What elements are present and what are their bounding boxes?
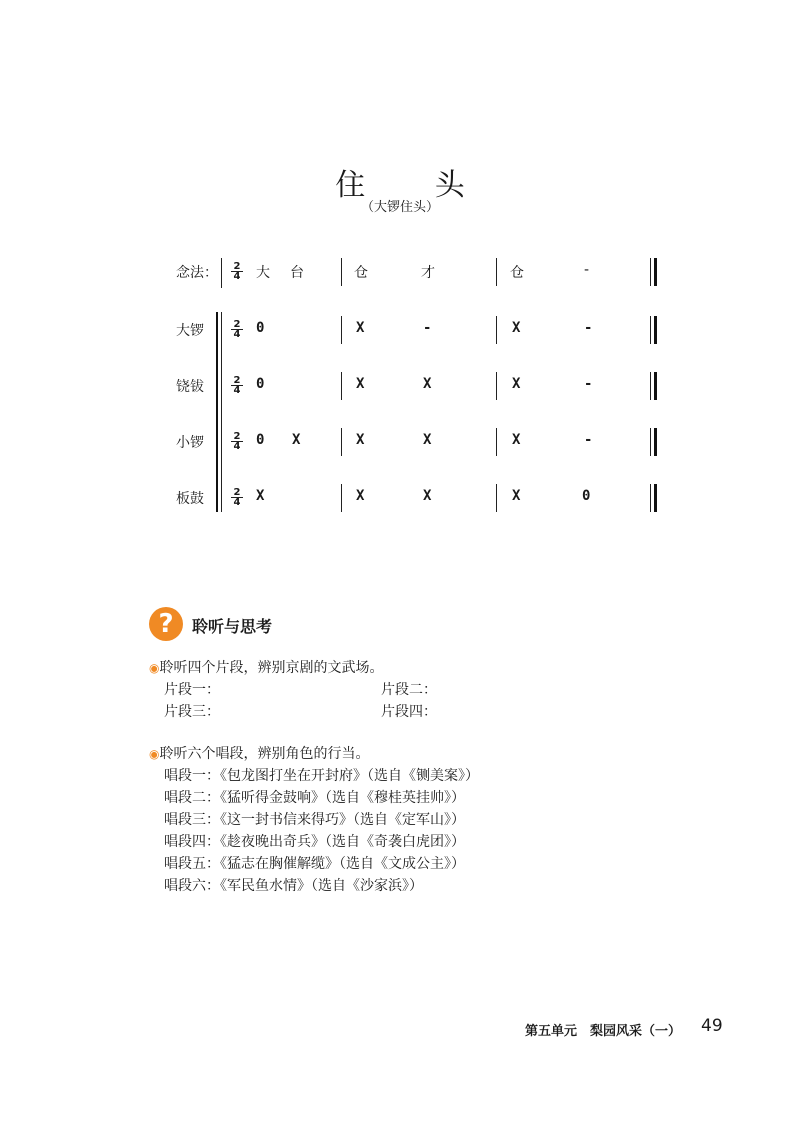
question-2 — [149, 743, 369, 763]
page-subtitle: （大锣住头） — [360, 200, 439, 215]
final-barline-thick — [654, 258, 657, 286]
section-title: 聆听与思考 — [192, 617, 273, 636]
final-barline-thick — [654, 428, 657, 456]
row-label-drum: 板鼓 — [176, 491, 204, 507]
recitation-left-line — [221, 258, 222, 288]
page-number: 49 — [701, 1016, 723, 1036]
note: X — [356, 488, 365, 504]
question-prompt: 聆听四个片段，辨别京剧的文武场。 — [159, 660, 384, 676]
barline — [496, 372, 497, 400]
page-title: 住 头 — [335, 168, 495, 203]
time-signature: $\frac{2}{4}$ — [231, 320, 243, 339]
question-icon: ? — [149, 607, 183, 641]
note: X — [256, 488, 265, 504]
bullet-icon: ◉ — [149, 747, 160, 761]
time-signature: $\frac{2}{4}$ — [231, 262, 243, 281]
note: X — [423, 432, 432, 448]
answer-item: 片段二： — [381, 682, 437, 698]
final-barline-thin — [650, 316, 651, 344]
final-barline-thick — [654, 372, 657, 400]
barline — [341, 258, 342, 286]
syllable: 仓 — [510, 265, 524, 281]
barline — [496, 258, 497, 286]
note: X — [423, 376, 432, 392]
barline — [341, 316, 342, 344]
note: 0 — [256, 320, 265, 336]
time-signature: $\frac{2}{4}$ — [231, 432, 243, 451]
final-barline-thin — [650, 372, 651, 400]
note: 0 — [256, 376, 265, 392]
row-label-recitation: 念法： — [176, 265, 218, 281]
row-label-small-gong: 小锣 — [176, 435, 204, 451]
time-signature: $\frac{2}{4}$ — [231, 376, 243, 395]
note: X — [356, 376, 365, 392]
note: - — [584, 320, 593, 336]
note: X — [512, 376, 521, 392]
row-label-big-gong: 大锣 — [176, 323, 204, 339]
bullet-icon: ◉ — [149, 661, 160, 675]
note: - — [423, 320, 432, 336]
list-item: 唱段六：《军民鱼水情》（选自《沙家浜》） — [164, 878, 423, 894]
note: X — [356, 320, 365, 336]
list-item: 唱段四：《趁夜晚出奇兵》（选自《奇袭白虎团》） — [164, 834, 465, 850]
answer-item: 片段一： — [164, 682, 220, 698]
group-bracket — [216, 312, 218, 512]
answer-item: 片段三： — [164, 704, 220, 720]
final-barline-thin — [650, 258, 651, 286]
barline — [496, 428, 497, 456]
note: X — [423, 488, 432, 504]
barline — [496, 316, 497, 344]
syllable: 仓 — [354, 265, 368, 281]
note: X — [292, 432, 301, 448]
final-barline-thin — [650, 484, 651, 512]
note: X — [512, 432, 521, 448]
footer-unit-title: 第五单元 梨园风采（一） — [525, 1024, 682, 1039]
list-item: 唱段五：《猛志在胸催解缆》（选自《文成公主》） — [164, 856, 465, 872]
note: 0 — [256, 432, 265, 448]
row-label-cymbals: 铙钹 — [176, 379, 204, 395]
barline — [341, 484, 342, 512]
final-barline-thin — [650, 428, 651, 456]
syllable: 才 — [421, 265, 435, 281]
final-barline-thick — [654, 484, 657, 512]
question-prompt: 聆听六个唱段，辨别角色的行当。 — [159, 746, 370, 762]
final-barline-thick — [654, 316, 657, 344]
note: X — [512, 488, 521, 504]
time-signature: $\frac{2}{4}$ — [231, 488, 243, 507]
group-bracket-inner — [221, 312, 222, 512]
syllable: 台 — [290, 265, 304, 281]
barline — [496, 484, 497, 512]
syllable: 大 — [256, 265, 270, 281]
list-item: 唱段二：《猛听得金鼓响》（选自《穆桂英挂帅》） — [164, 790, 465, 806]
syllable: - — [584, 262, 590, 278]
note: X — [356, 432, 365, 448]
note: X — [512, 320, 521, 336]
note: - — [584, 376, 593, 392]
note: 0 — [582, 488, 591, 504]
answer-item: 片段四： — [381, 704, 437, 720]
list-item: 唱段三：《这一封书信来得巧》（选自《定军山》） — [164, 812, 465, 828]
note: - — [584, 432, 593, 448]
list-item: 唱段一：《包龙图打坐在开封府》（选自《铡美案》） — [164, 768, 479, 784]
barline — [341, 372, 342, 400]
barline — [341, 428, 342, 456]
question-1 — [149, 657, 383, 677]
